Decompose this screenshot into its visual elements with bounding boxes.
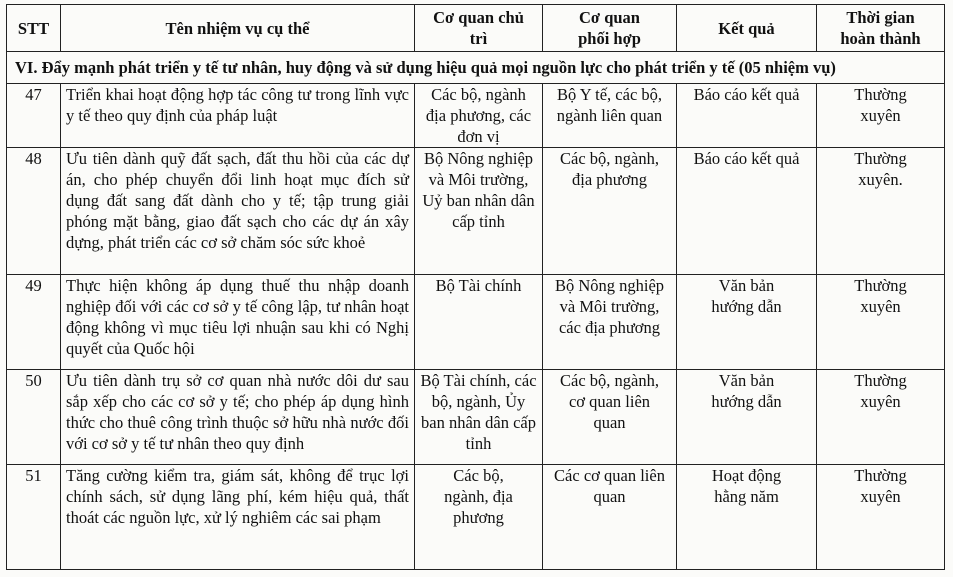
section-title: VI. Đẩy mạnh phát triển y tế tư nhân, huy động và sử dụng hiệu quả mọi nguồn lực cho phát triển y tế (05 nhiệm vụ) — [7, 52, 945, 84]
header-stt: STT — [7, 5, 61, 52]
row-lead: Bộ Nông nghiệp và Môi trường, Uỷ ban nhân dân cấp tỉnh — [415, 148, 543, 275]
row-coop: Bộ Y tế, các bộ, ngành liên quan — [543, 84, 677, 148]
task-table — [6, 4, 945, 570]
row-time: Thường xuyên — [817, 465, 945, 570]
row-lead: Các bộ, ngành, địa phương — [415, 465, 543, 570]
table-row — [7, 275, 945, 370]
row-result: Văn bản hướng dẫn — [677, 370, 817, 465]
row-stt: 48 — [7, 148, 61, 275]
table-row — [7, 84, 945, 148]
row-time: Thường xuyên. — [817, 148, 945, 275]
section-row — [7, 52, 945, 84]
table-row — [7, 370, 945, 465]
header-result: Kết quả — [677, 5, 817, 52]
row-coop: Các cơ quan liên quan — [543, 465, 677, 570]
row-task: Ưu tiên dành trụ sở cơ quan nhà nước dôi dư sau sắp xếp cho các cơ sở y tế; cho phép áp dụng hình thức cho thuê công trình thuộc sở hữu nhà nước đối với cơ sở y tế tư nhân theo quy định — [61, 370, 415, 465]
row-coop: Các bộ, ngành, cơ quan liên quan — [543, 370, 677, 465]
row-stt: 51 — [7, 465, 61, 570]
row-time: Thường xuyên — [817, 370, 945, 465]
row-task: Tăng cường kiểm tra, giám sát, không để trục lợi chính sách, sử dụng lãng phí, kém hiệu quả, thất thoát các nguồn lực, xử lý nghiêm các sai phạm — [61, 465, 415, 570]
row-lead: Bộ Tài chính, các bộ, ngành, Ủy ban nhân dân cấp tỉnh — [415, 370, 543, 465]
row-task: Thực hiện không áp dụng thuế thu nhập doanh nghiệp đối với các cơ sở y tế công lập, tư nhân hoạt động không vì mục tiêu lợi nhuận sau khi có Nghị quyết của Quốc hội — [61, 275, 415, 370]
header-task: Tên nhiệm vụ cụ thể — [61, 5, 415, 52]
row-stt: 47 — [7, 84, 61, 148]
row-task: Ưu tiên dành quỹ đất sạch, đất thu hồi của các dự án, cho phép chuyển đổi linh hoạt mục đích sử dụng đất sang đất dành cho y tế; tập trung giải phóng mặt bằng, giao đất sạch cho các dự án xây dựng, phát triển các cơ sở chăm sóc sức khoẻ — [61, 148, 415, 275]
row-lead: Các bộ, ngành địa phương, các đơn vị — [415, 84, 543, 148]
header-row — [7, 5, 945, 52]
row-lead: Bộ Tài chính — [415, 275, 543, 370]
row-result: Văn bản hướng dẫn — [677, 275, 817, 370]
table-row — [7, 465, 945, 570]
row-result: Hoạt động hằng năm — [677, 465, 817, 570]
row-coop: Các bộ, ngành, địa phương — [543, 148, 677, 275]
header-coop: Cơ quan phối hợp — [543, 5, 677, 52]
table-row — [7, 148, 945, 275]
row-coop: Bộ Nông nghiệp và Môi trường, các địa phương — [543, 275, 677, 370]
row-task: Triển khai hoạt động hợp tác công tư trong lĩnh vực y tế theo quy định của pháp luật — [61, 84, 415, 148]
header-lead: Cơ quan chủ trì — [415, 5, 543, 52]
row-result: Báo cáo kết quả — [677, 148, 817, 275]
row-result: Báo cáo kết quả — [677, 84, 817, 148]
row-time: Thường xuyên — [817, 275, 945, 370]
row-time: Thường xuyên — [817, 84, 945, 148]
header-time: Thời gian hoàn thành — [817, 5, 945, 52]
row-stt: 49 — [7, 275, 61, 370]
row-stt: 50 — [7, 370, 61, 465]
